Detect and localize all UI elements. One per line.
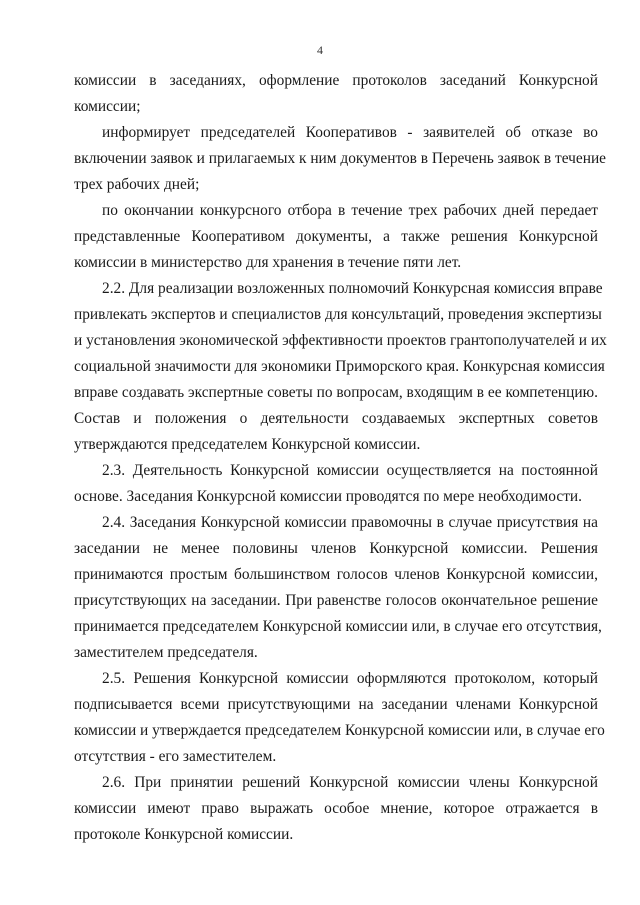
text-line: присутствующих на заседании. При равенстве голосов окончательное решение — [74, 592, 598, 609]
text-line: социальной значимости для экономики Приморского края. Конкурсная комиссия — [74, 358, 605, 375]
text-line: по окончании конкурсного отбора в течение трех рабочих дней передает — [102, 202, 598, 219]
text-line: принимается председателем Конкурсной комиссии или, в случае его отсутствия, — [74, 618, 602, 635]
text-line: включении заявок и прилагаемых к ним документов в Перечень заявок в течение — [74, 150, 607, 167]
text-line: 2.2. Для реализации возложенных полномочий Конкурсная комиссия вправе — [102, 280, 603, 297]
text-line: основе. Заседания Конкурсной комиссии проводятся по мере необходимости. — [74, 488, 583, 505]
text-line: комиссии имеют право выражать особое мнение, которое отражается в — [74, 800, 598, 817]
page-number: 4 — [317, 43, 323, 57]
text-line: комиссии и утверждается председателем Конкурсной комиссии или, в случае его — [74, 722, 605, 739]
text-line: вправе создавать экспертные советы по вопросам, входящим в ее компетенцию. — [74, 384, 598, 401]
text-line: представленные Кооперативом документы, а также решения Конкурсной — [74, 228, 598, 245]
text-line: заместителем председателя. — [74, 644, 258, 661]
text-line: принимаются простым большинством голосов членов Конкурсной комиссии, — [74, 566, 598, 583]
text-line: информирует председателей Кооперативов - заявителей об отказе во — [102, 124, 598, 141]
text-line: Состав и положения о деятельности создаваемых экспертных советов — [74, 410, 598, 427]
text-line: комиссии в министерство для хранения в течение пяти лет. — [74, 254, 462, 271]
text-line: привлекать экспертов и специалистов для консультаций, проведения экспертизы — [74, 306, 602, 323]
text-line: 2.6. При принятии решений Конкурсной комиссии члены Конкурсной — [102, 774, 598, 791]
text-line: протоколе Конкурсной комиссии. — [74, 826, 294, 843]
text-line: трех рабочих дней; — [74, 176, 200, 193]
text-line: и установления экономической эффективности проектов грантополучателей и их — [74, 332, 607, 349]
text-line: 2.4. Заседания Конкурсной комиссии правомочны в случае присутствия на — [102, 514, 598, 531]
text-line: 2.5. Решения Конкурсной комиссии оформляются протоколом, который — [102, 670, 598, 687]
text-line: 2.3. Деятельность Конкурсной комиссии осуществляется на постоянной — [102, 462, 598, 479]
text-line: комиссии; — [74, 98, 141, 115]
text-line: подписывается всеми присутствующими на заседании членами Конкурсной — [74, 696, 598, 713]
text-line: утверждаются председателем Конкурсной комиссии. — [74, 436, 421, 453]
text-line: заседании не менее половины членов Конкурсной комиссии. Решения — [74, 540, 598, 557]
text-line: комиссии в заседаниях, оформление протоколов заседаний Конкурсной — [74, 72, 598, 89]
text-line: отсутствия - его заместителем. — [74, 748, 277, 765]
